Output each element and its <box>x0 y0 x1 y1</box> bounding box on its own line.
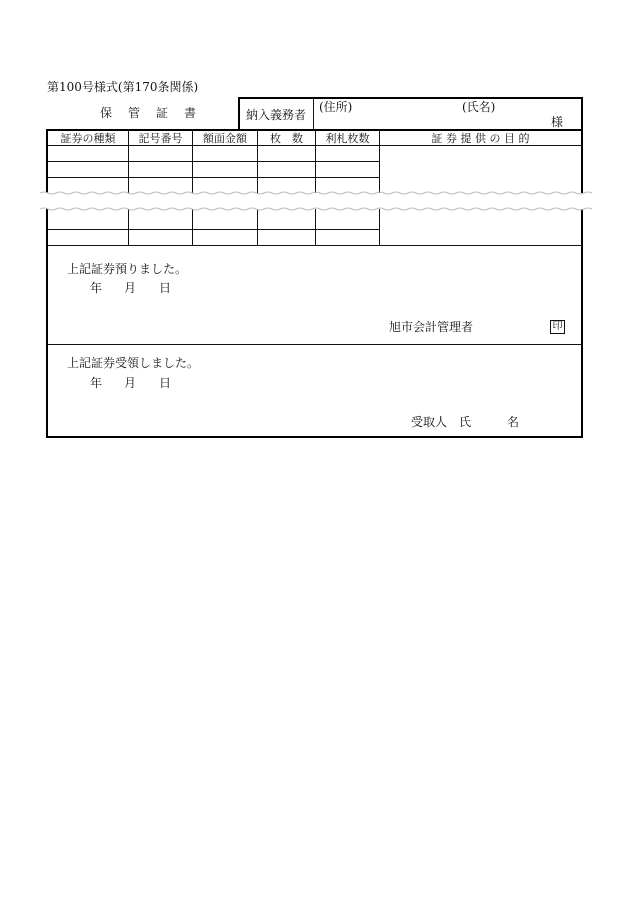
form-number: 第100号様式(第170条関係) <box>47 80 199 94</box>
row-line-1 <box>47 161 380 162</box>
honorific: 様 <box>551 115 564 129</box>
deposit-day: 日 <box>159 281 172 295</box>
receipt-day: 日 <box>159 376 172 390</box>
payer-label: 納入義務者 <box>246 108 307 122</box>
deposit-statement: 上記証券預りました。 <box>67 262 188 276</box>
header-count: 枚 数 <box>270 132 303 145</box>
payer-box-divider <box>313 98 314 129</box>
table-bottom-border <box>46 436 583 438</box>
header-coupon-count: 利札枚数 <box>325 132 370 145</box>
deposit-month: 月 <box>124 281 137 295</box>
header-security-type: 証券の種類 <box>60 132 116 145</box>
table-left-border <box>46 129 48 438</box>
recipient-name-label: 受取人 氏 名 <box>411 415 520 429</box>
payer-box-top <box>238 97 582 99</box>
seal-mark: 印 <box>550 320 565 334</box>
table-right-border <box>581 97 583 438</box>
section-divider <box>47 344 582 345</box>
receipt-month: 月 <box>124 376 137 390</box>
header-purpose: 証 券 提 供 の 目 的 <box>431 132 530 145</box>
address-label: (住所) <box>319 100 353 114</box>
row-line-3 <box>47 229 380 230</box>
table-rows-bottom <box>47 245 582 246</box>
header-serial-number: 記号番号 <box>138 132 183 145</box>
omission-tear-band <box>40 186 592 216</box>
name-label: (氏名) <box>462 100 496 114</box>
header-face-value: 額面金額 <box>203 132 247 145</box>
payer-box-left <box>238 97 240 130</box>
receipt-statement: 上記証券受領しました。 <box>67 356 200 370</box>
page-title: 保 管 証 書 <box>100 106 199 120</box>
accounting-manager: 旭市会計管理者 <box>389 320 474 334</box>
receipt-year: 年 <box>90 376 103 390</box>
row-line-2 <box>47 177 380 178</box>
deposit-year: 年 <box>90 281 103 295</box>
